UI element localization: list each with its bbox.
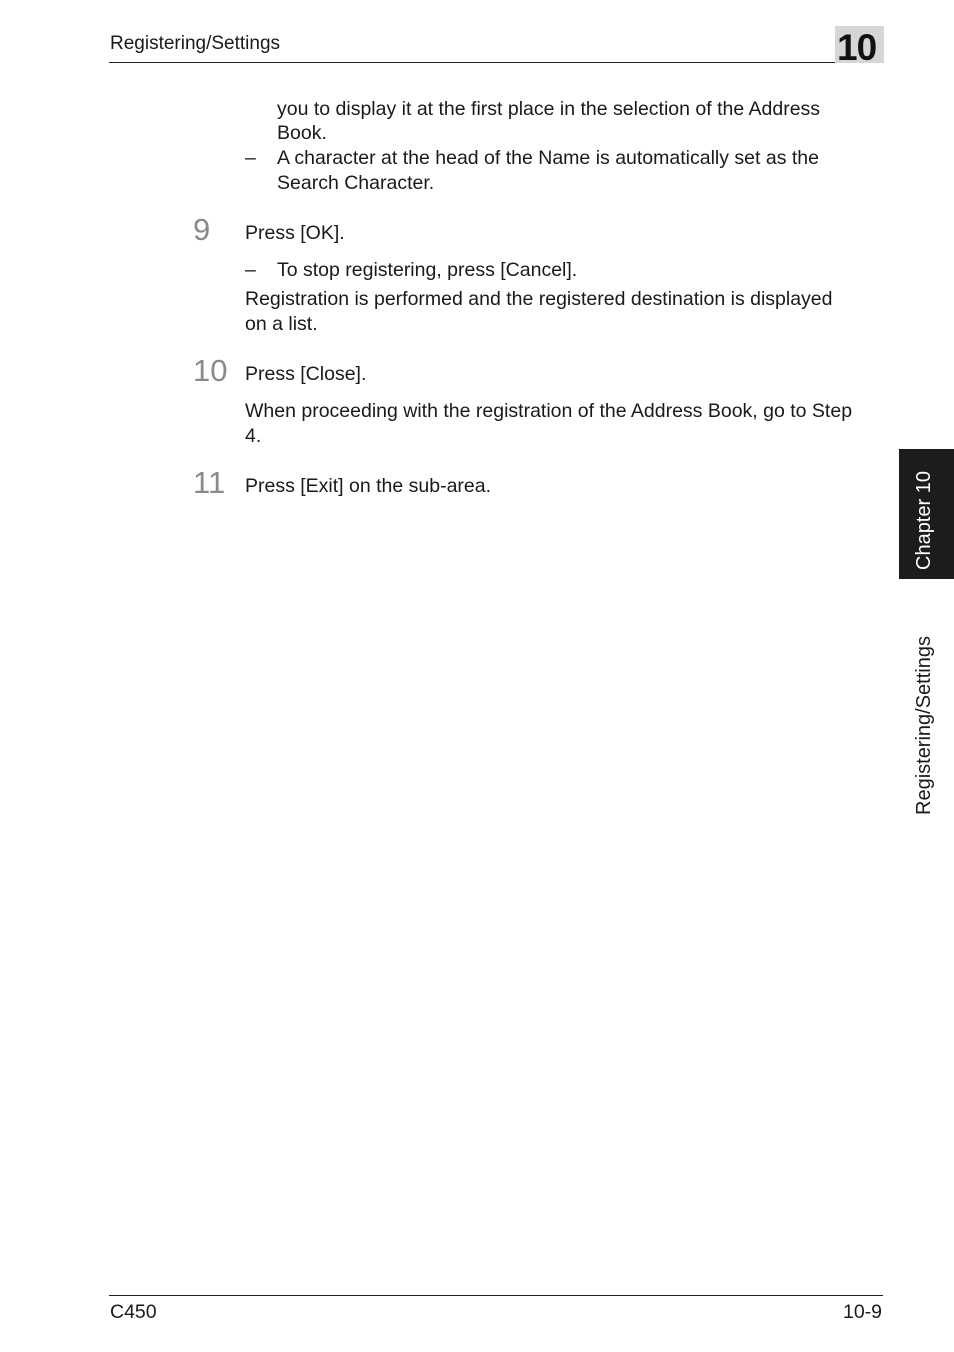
step-9-result-line-1: Registration is performed and the registered destination is displayed: [245, 288, 833, 310]
continued-text-line-1: you to display it at the first place in the selection of the Address: [277, 98, 821, 120]
bullet-dash: –: [245, 147, 256, 169]
running-header-title: Registering/Settings: [110, 33, 281, 54]
chapter-number: 10: [837, 27, 877, 68]
step-number-10: 10: [193, 353, 228, 388]
header-divider: [109, 62, 883, 63]
step-10-result-line-2: 4.: [245, 425, 262, 447]
step-10-result-line-1: When proceeding with the registration of the Address Book, go to Step: [245, 400, 853, 422]
bullet-search-line-2: Search Character.: [277, 172, 435, 194]
footer-page-number: 10-9: [842, 1301, 882, 1323]
step-9-instruction: Press [OK].: [245, 222, 345, 244]
bullet-search-line-1: A character at the head of the Name is automatically set as the: [277, 147, 819, 169]
step-9-result-line-2: on a list.: [245, 313, 318, 335]
step-9-note-dash: –: [245, 259, 256, 281]
step-number-11: 11: [193, 465, 226, 500]
step-10-instruction: Press [Close].: [245, 363, 367, 385]
step-11-instruction: Press [Exit] on the sub-area.: [245, 475, 492, 497]
footer-divider: [109, 1295, 883, 1296]
side-tab-section-label: Registering/Settings: [913, 636, 935, 815]
continued-text-line-2: Book.: [277, 122, 327, 144]
footer-model: C450: [110, 1301, 157, 1323]
step-9-note: To stop registering, press [Cancel].: [277, 259, 578, 281]
side-tab-chapter-label: Chapter 10: [913, 471, 935, 570]
step-number-9: 9: [193, 212, 211, 247]
